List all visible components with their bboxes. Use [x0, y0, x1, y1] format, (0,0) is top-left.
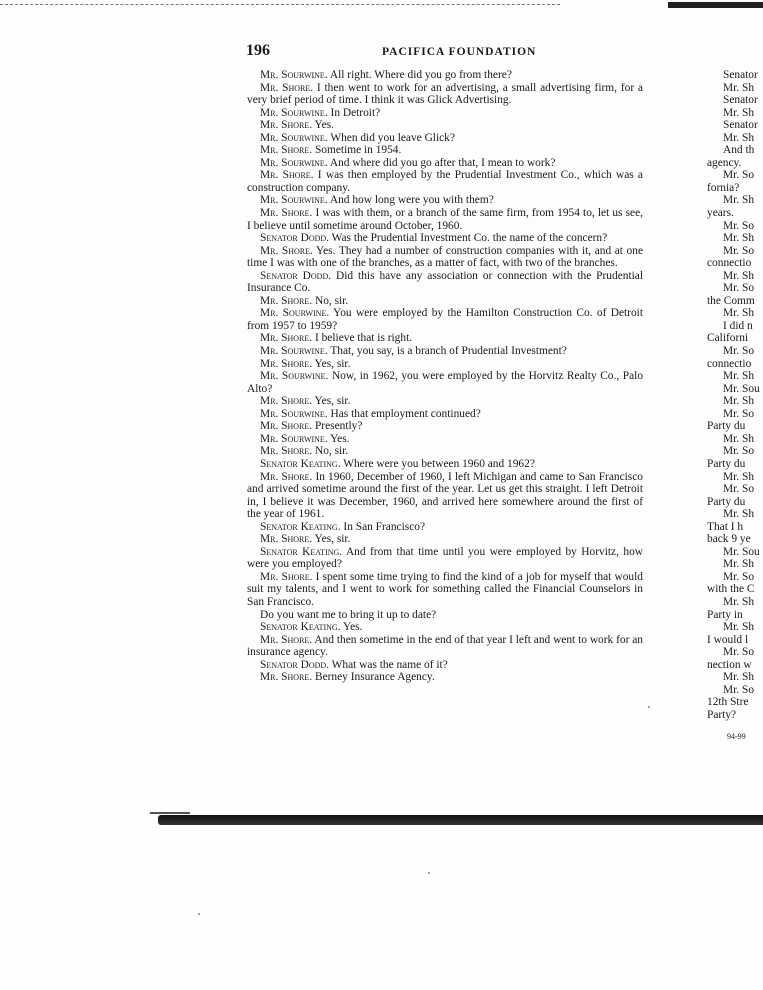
- testimony-paragraph: [247, 571, 643, 609]
- speech-text: When did you leave Glick?: [327, 131, 455, 144]
- speech-text: Sometime in 1954.: [312, 144, 402, 157]
- testimony-paragraph: [247, 169, 643, 194]
- adjacent-page-line: Mr. Sh: [723, 106, 755, 119]
- speaker-name: Mr. Shore.: [260, 420, 313, 433]
- adjacent-page-line: Mr. Sh: [723, 232, 755, 245]
- speech-text: No, sir.: [312, 294, 349, 307]
- speech-text: And how long were you with them?: [327, 194, 494, 207]
- speech-text: What was the name of it?: [329, 658, 448, 671]
- testimony-paragraph: [247, 157, 643, 170]
- adjacent-page-line: Party du: [707, 457, 746, 470]
- speaker-name: Mr. Shore.: [260, 395, 313, 408]
- adjacent-page-line: Mr. Sh: [723, 307, 755, 320]
- speaker-name: Mr. Sourwine.: [260, 131, 328, 144]
- adjacent-page-line: with the C: [707, 583, 755, 596]
- testimony-paragraph: [247, 408, 643, 421]
- speech-text: In San Francisco?: [340, 520, 426, 533]
- adjacent-page-line: Mr. Sou: [723, 382, 760, 395]
- speech-text: And then sometime in the end of that year I left and went to work for an insurance agency.: [247, 633, 643, 659]
- bottom-scan-rule-thin: [150, 812, 190, 814]
- scan-speck: [648, 706, 650, 708]
- testimony-paragraph: [247, 445, 643, 458]
- adjacent-page-line: Mr. So: [723, 169, 755, 182]
- adjacent-page-line: Mr. So: [723, 646, 755, 659]
- folio-mark: 94-99: [727, 732, 746, 742]
- adjacent-page-line: Mr. Sh: [723, 81, 755, 94]
- speech-text: Yes. They had a number of construction companies with it, and at one time I was with one of the branches, as a matter of fact, with two of the branches.: [247, 244, 643, 270]
- adjacent-page-line: That I h: [707, 520, 744, 533]
- adjacent-page-line: Mr. Sh: [723, 395, 755, 408]
- adjacent-page-line: I did n: [723, 319, 753, 332]
- testimony-paragraph: [247, 194, 643, 207]
- testimony-paragraph: [247, 69, 643, 82]
- adjacent-page-line: years.: [707, 207, 734, 220]
- testimony-paragraph: [247, 207, 643, 232]
- adjacent-page-line: Mr. Sh: [723, 432, 755, 445]
- speech-text: I then went to work for an advertising, a small advertising firm, for a very brief period of time. I think it was Glick Advertising.: [247, 81, 643, 107]
- adjacent-page-line: Mr. Sou: [723, 545, 760, 558]
- adjacent-page-line: I would l: [707, 633, 749, 646]
- speech-text: Yes, sir.: [312, 357, 351, 370]
- speech-text: Yes.: [312, 119, 334, 132]
- speech-text: Was the Prudential Investment Co. the name of the concern?: [329, 232, 608, 245]
- testimony-paragraph: [247, 144, 643, 157]
- speaker-name: Mr. Shore.: [260, 357, 313, 370]
- speaker-name: Senator Keating.: [260, 545, 343, 558]
- adjacent-page-line: Mr. So: [723, 345, 755, 358]
- adjacent-page-line: Party?: [707, 708, 737, 721]
- speaker-name: Mr. Sourwine.: [260, 345, 328, 358]
- speaker-name: Mr. Sourwine.: [260, 106, 328, 119]
- speech-text: You were employed by the Hamilton Construction Co. of Detroit from 1957 to 1959?: [247, 307, 643, 332]
- adjacent-page-line: Mr. Sh: [723, 508, 755, 521]
- speaker-name: Mr. Shore.: [260, 470, 313, 483]
- testimony-paragraph: [247, 420, 643, 433]
- testimony-paragraph: [247, 82, 643, 107]
- testimony-paragraph: [247, 471, 643, 521]
- adjacent-page-line: Party in: [707, 608, 743, 621]
- speaker-name: Senator Dodd.: [260, 232, 329, 245]
- adjacent-page-line: Mr. Sh: [723, 558, 755, 571]
- speaker-name: Mr. Shore.: [260, 169, 314, 182]
- speech-text: Berney Insurance Agency.: [312, 671, 435, 684]
- testimony-paragraph: [247, 546, 643, 571]
- adjacent-page-line: Californi: [707, 332, 749, 345]
- scan-speck: [198, 913, 200, 915]
- testimony-paragraph: [247, 634, 643, 659]
- speaker-name: Mr. Shore.: [260, 119, 313, 132]
- speaker-name: Mr. Sourwine.: [260, 370, 329, 383]
- speech-text: Yes.: [340, 621, 363, 634]
- speaker-name: Mr. Sourwine.: [260, 432, 328, 445]
- speech-text: I spent some time trying to find the kind of a job for myself that would suit my talents, and I went to work for something called the Financial Counselors in San Francisco.: [247, 570, 643, 608]
- adjacent-page-line: nection w: [707, 658, 752, 671]
- adjacent-page-line: agency.: [707, 156, 742, 169]
- testimony-paragraph: [247, 659, 643, 672]
- testimony-paragraph: [247, 132, 643, 145]
- speaker-name: Mr. Shore.: [260, 207, 313, 220]
- testimony-paragraph: [247, 621, 643, 634]
- speaker-name: Senator Keating.: [260, 457, 341, 470]
- speaker-name: Mr. Shore.: [260, 533, 313, 546]
- speech-text: I was with them, or a branch of the same firm, from 1954 to, let us see, I believe until sometime around October, 1960.: [247, 207, 643, 232]
- speaker-name: Mr. Shore.: [260, 570, 313, 583]
- speech-text: Yes, sir.: [312, 395, 351, 408]
- adjacent-page-line: Mr. Sh: [723, 370, 755, 383]
- adjacent-page-line: connectio: [707, 357, 752, 370]
- adjacent-page-line: Mr. So: [723, 282, 755, 295]
- testimony-paragraph: [247, 119, 643, 132]
- speaker-name: Mr. Sourwine.: [260, 307, 330, 320]
- adjacent-page-line: Mr. So: [723, 445, 755, 458]
- speech-text: Has that employment continued?: [327, 407, 481, 420]
- top-scan-rule: [0, 0, 560, 5]
- speaker-name: Senator Keating.: [260, 621, 341, 634]
- testimony-paragraph: [247, 232, 643, 245]
- adjacent-page-line: Mr. So: [723, 570, 755, 583]
- adjacent-page-line: Mr. So: [723, 407, 755, 420]
- adjacent-page-line: Mr. So: [723, 483, 755, 496]
- adjacent-page-line: Senator: [723, 69, 758, 81]
- main-text-column: [247, 69, 643, 684]
- speaker-name: Mr. Shore.: [260, 633, 313, 646]
- speaker-name: Mr. Sourwine.: [260, 156, 328, 169]
- adjacent-page-line: Mr. Sh: [723, 269, 755, 282]
- testimony-paragraph: [247, 307, 643, 332]
- speech-text: Now, in 1962, you were employed by the Horvitz Realty Co., Palo Alto?: [247, 370, 644, 395]
- adjacent-page-line: Mr. Sh: [723, 595, 755, 608]
- adjacent-page-line: Mr. Sh: [723, 470, 755, 483]
- adjacent-page-line: fornia?: [707, 181, 740, 194]
- adjacent-page-line: Party du: [707, 420, 746, 433]
- speech-text: Do you want me to bring it up to date?: [260, 608, 437, 621]
- adjacent-page-line: And th: [723, 144, 755, 157]
- testimony-paragraph: [247, 295, 643, 308]
- bottom-scan-bar: [158, 815, 763, 825]
- speaker-name: Senator Dodd.: [260, 658, 329, 671]
- adjacent-page-line: back 9 ye: [707, 533, 751, 546]
- testimony-paragraph: [247, 521, 643, 534]
- testimony-paragraph: [247, 395, 643, 408]
- scan-speck: [428, 872, 430, 874]
- adjacent-page-line: Party du: [707, 495, 746, 508]
- adjacent-page-line: Mr. Sh: [723, 131, 755, 144]
- adjacent-page-line: the Comm: [707, 294, 755, 307]
- adjacent-page-column: [707, 69, 763, 744]
- testimony-paragraph: [247, 533, 643, 546]
- testimony-paragraph: [247, 358, 643, 371]
- testimony-paragraph: [247, 270, 643, 295]
- top-right-scan-bar: [668, 2, 763, 8]
- speech-text: Did this have any association or connection with the Prudential Insurance Co.: [247, 269, 644, 295]
- speech-text: Presently?: [312, 420, 363, 433]
- speech-text: And where did you go after that, I mean to work?: [327, 156, 556, 169]
- testimony-paragraph: [247, 332, 643, 345]
- page-number: 196: [246, 42, 270, 59]
- testimony-paragraph: [247, 245, 643, 270]
- speech-text: Yes.: [327, 432, 350, 445]
- testimony-paragraph: [247, 370, 643, 395]
- adjacent-page-line: Mr. So: [723, 219, 755, 232]
- speaker-name: Mr. Shore.: [260, 671, 313, 684]
- adjacent-page-line: Mr. Sh: [723, 194, 755, 207]
- testimony-paragraph: [247, 107, 643, 120]
- testimony-paragraph: [247, 609, 643, 622]
- speech-text: All right. Where did you go from there?: [327, 69, 512, 81]
- speaker-name: Mr. Shore.: [260, 332, 313, 345]
- running-head: PACIFICA FOUNDATION: [382, 46, 537, 58]
- speaker-name: Mr. Shore.: [260, 244, 313, 257]
- adjacent-page-line: Senator: [723, 94, 758, 107]
- adjacent-page-line: Mr. So: [723, 683, 755, 696]
- adjacent-page-line: Mr. Sh: [723, 621, 755, 634]
- testimony-paragraph: [247, 345, 643, 358]
- speech-text: I was then employed by the Prudential Investment Co., which was a construction company.: [247, 169, 643, 194]
- speaker-name: Mr. Shore.: [260, 445, 313, 458]
- adjacent-page-line: connectio: [707, 257, 752, 270]
- speaker-name: Mr. Shore.: [260, 144, 313, 157]
- speaker-name: Mr. Shore.: [260, 294, 313, 307]
- adjacent-page-line: Mr. So: [723, 244, 755, 257]
- speech-text: No, sir.: [312, 445, 349, 458]
- speech-text: Yes, sir.: [312, 533, 351, 546]
- speech-text: In 1960, December of 1960, I left Michigan and came to San Francisco and arrived sometime around the first of the year. Let us get this straight. I left Detroit in, I believe it was December, 1960, and arrived here somewhere around the first of the year of 1961.: [247, 470, 643, 521]
- speaker-name: Mr. Sourwine.: [260, 69, 328, 81]
- speech-text: And from that time until you were employed by Horvitz, how were you employed?: [247, 545, 643, 571]
- speech-text: In Detroit?: [327, 106, 381, 119]
- testimony-paragraph: [247, 458, 643, 471]
- speaker-name: Senator Keating.: [260, 520, 341, 533]
- speech-text: Where were you between 1960 and 1962?: [340, 457, 535, 470]
- testimony-paragraph: [247, 671, 643, 684]
- testimony-paragraph: [247, 433, 643, 446]
- speaker-name: Senator Dodd.: [260, 269, 332, 282]
- speaker-name: Mr. Shore.: [260, 81, 314, 94]
- speaker-name: Mr. Sourwine.: [260, 194, 328, 207]
- adjacent-page-line: 12th Stre: [707, 696, 749, 709]
- adjacent-page-line: Mr. Sh: [723, 671, 755, 684]
- adjacent-page-line: Senator: [723, 119, 758, 132]
- speaker-name: Mr. Sourwine.: [260, 407, 328, 420]
- speech-text: I believe that is right.: [312, 332, 413, 345]
- speech-text: That, you say, is a branch of Prudential Investment?: [327, 345, 567, 358]
